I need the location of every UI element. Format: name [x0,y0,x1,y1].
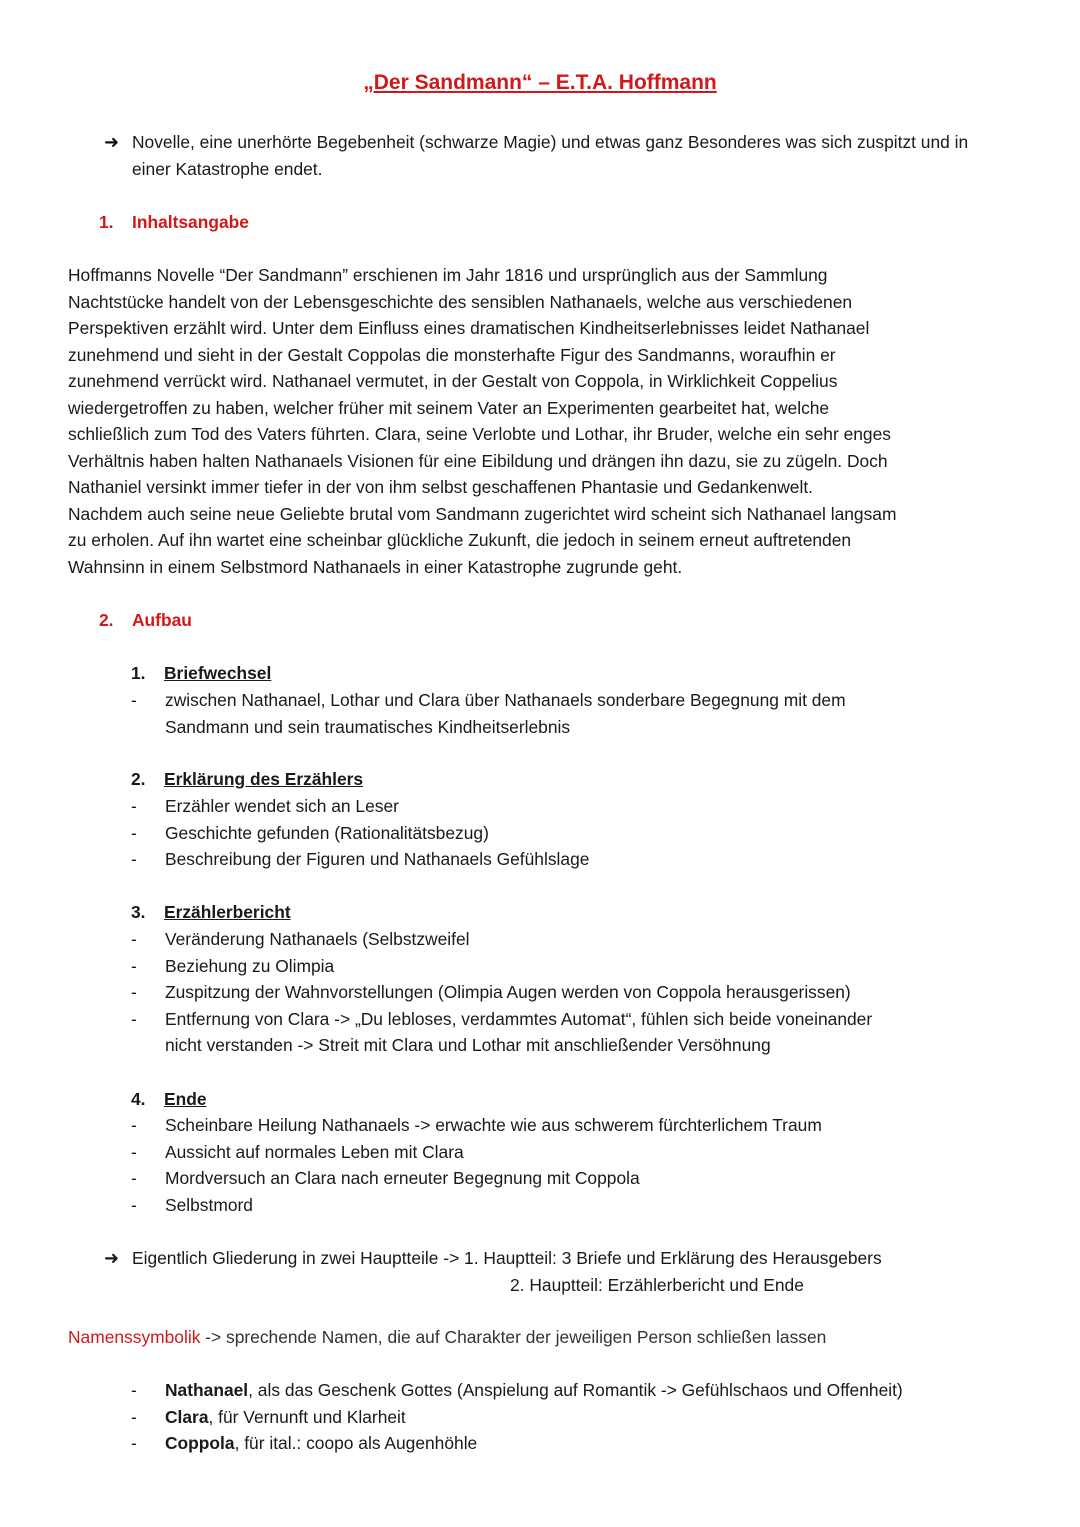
character-desc: , für Vernunft und Klarheit [208,1406,406,1427]
list-item [131,979,1011,1006]
part-list-ende [131,1112,1011,1218]
section-title: Inhaltsangabe [132,212,249,232]
dash-bullet: - [131,690,137,710]
character-name: Clara [165,1406,209,1427]
part-label: Erklärung des Erzählers [164,769,364,789]
list-item-text: Scheinbare Heilung Nathanaels -> erwachte wie aus schwerem fürchterlichem Traum [165,1115,822,1135]
name-symbolism-label: Namenssymbolik [68,1327,201,1347]
dash-bullet: - [131,955,137,976]
part-number: 3. [131,902,146,922]
part-number: 2. [131,769,146,789]
list-item [131,687,1011,740]
part-label: Briefwechsel [164,663,272,683]
dash-bullet: - [131,796,137,816]
arrow-right-icon: ➜ [104,132,120,152]
dash-bullet: - [131,1380,137,1400]
list-item-text: Beschreibung der Figuren und Nathanaels Gefühlslage [165,849,590,869]
dash-bullet: - [131,982,137,1002]
dash-bullet: - [131,1141,137,1162]
name-symbolism-list [131,1377,1011,1457]
list-item [131,1006,1011,1059]
dash-bullet: - [131,822,137,843]
part-heading-briefwechsel [131,660,271,686]
list-item [131,1404,1011,1431]
part-number: 4. [131,1089,146,1109]
list-item [131,1139,1011,1166]
part-heading-ende [131,1086,207,1112]
section-heading-aufbau [99,607,192,633]
name-symbolism-text: -> sprechende Namen, die auf Charakter der jeweiligen Person schließen lassen [200,1327,827,1347]
list-item [131,926,1011,953]
dash-bullet: - [131,1406,137,1427]
list-item [131,1192,1011,1219]
conclusion-note [104,1245,1024,1298]
list-item-text: Selbstmord [165,1194,253,1215]
part-number: 1. [131,663,146,683]
dash-bullet: - [131,1168,137,1188]
list-item [131,793,1011,820]
intro-text: Novelle, eine unerhörte Begebenheit (schwarze Magie) und etwas ganz Besonderes was sich zuspitzt und in einer Katastrophe endet. [132,132,969,179]
section-number: 2. [99,610,114,630]
page-title: „Der Sandmann“ – E.T.A. Hoffmann [363,71,717,94]
dash-bullet: - [131,1194,137,1215]
list-item [131,1165,1011,1192]
list-item [131,1430,1011,1457]
arrow-right-icon: ➜ [104,1248,120,1268]
list-item-text: Zuspitzung der Wahnvorstellungen (Olimpia Augen werden von Coppola herausgerissen) [165,982,851,1002]
list-item [131,1112,1011,1139]
conclusion-line-2: 2. Hauptteil: Erzählerbericht und Ende [510,1274,804,1295]
list-item-text: Aussicht auf normales Leben mit Clara [165,1141,464,1162]
character-name: Nathanael [165,1380,249,1400]
list-item-text: Mordversuch an Clara nach erneuter Begegnung mit Coppola [165,1168,640,1188]
list-item [131,820,1011,847]
dash-bullet: - [131,929,137,949]
character-name: Coppola [165,1433,235,1453]
part-heading-erzaehlerbericht [131,899,291,925]
list-item-text: Geschichte gefunden (Rationalitätsbezug) [165,822,489,843]
section-number: 1. [99,212,114,232]
part-label: Erzählerbericht [164,902,291,922]
summary-paragraph: Hoffmanns Novelle “Der Sandmann” erschienen im Jahr 1816 und ursprünglich aus der Sammlung Nachtstücke handelt von der Lebensgeschichte des sensiblen Nathanaels, welche aus verschiedenen Perspektiven erzählt wird. Unter dem Einfluss eines dramatischen Kindheitserlebnisses leidet Nathanael zunehmend und sieht in der Gestalt Coppolas die monsterhafte Figur des Sandmanns, woraufhin er zunehmend verrückt wird. Nathanael vermutet, in der Gestalt von Coppola, in Wirklichkeit Coppelius wiedergetroffen zu haben, welcher früher mit seinem Vater an Experimenten gearbeitet hat, welche schließlich zum Tod des Vaters führten. Clara, seine Verlobte und Lothar, ihr Bruder, welche ein sehr enges Verhältnis haben halten Nathanaels Visionen für eine Eibildung und drängen ihn dazu, sie zu zügeln. Doch Nathaniel versinkt immer tiefer in der von ihm selbst geschaffenen Phantasie und Gedankenwelt. Nachdem auch seine neue Geliebte brutal vom Sandmann zugerichtet wird scheint sich Nathanael langsam zu erholen. Auf ihn wartet eine scheinbar glückliche Zukunft, die jedoch in seinem erneut auftretenden Wahnsinn in einem Selbstmord Nathanaels in einer Katastrophe zugrunde geht. [68,265,897,577]
name-symbolism-intro [68,1324,1016,1351]
list-item-text: Beziehung zu Olimpia [165,955,335,976]
dash-bullet: - [131,849,137,869]
conclusion-line-1: Eigentlich Gliederung in zwei Hauptteile -> 1. Hauptteil: 3 Briefe und Erklärung des Herausgebers [132,1248,882,1268]
list-item [131,1377,1011,1404]
list-item-text: Erzähler wendet sich an Leser [165,796,399,816]
dash-bullet: - [131,1433,137,1453]
list-item-text: zwischen Nathanael, Lothar und Clara über Nathanaels sonderbare Begegnung mit dem Sandmann und sein traumatisches Kindheitserlebnis [165,690,846,737]
character-desc: , als das Geschenk Gottes (Anspielung auf Romantik -> Gefühlschaos und Offenheit) [248,1380,903,1400]
list-item-text: Veränderung Nathanaels (Selbstzweifel [165,929,470,949]
section-heading-inhaltsangabe [99,209,249,235]
part-list-briefwechsel [131,687,1011,740]
part-heading-erklaerung [131,766,363,792]
section-title: Aufbau [132,610,192,630]
part-list-erklaerung [131,793,1011,873]
dash-bullet: - [131,1115,137,1135]
part-label: Ende [164,1089,207,1109]
list-item [131,846,1011,873]
character-desc: , für ital.: coopo als Augenhöhle [234,1433,478,1453]
list-item [131,953,1011,980]
intro-note [104,129,1004,182]
dash-bullet: - [131,1008,137,1029]
list-item-text: Entfernung von Clara -> „Du lebloses, verdammtes Automat“, fühlen sich beide voneinander nicht verstanden -> Streit mit Clara und Lothar mit anschließender Versöhnung [165,1008,873,1055]
part-list-erzaehlerbericht [131,926,1011,1059]
